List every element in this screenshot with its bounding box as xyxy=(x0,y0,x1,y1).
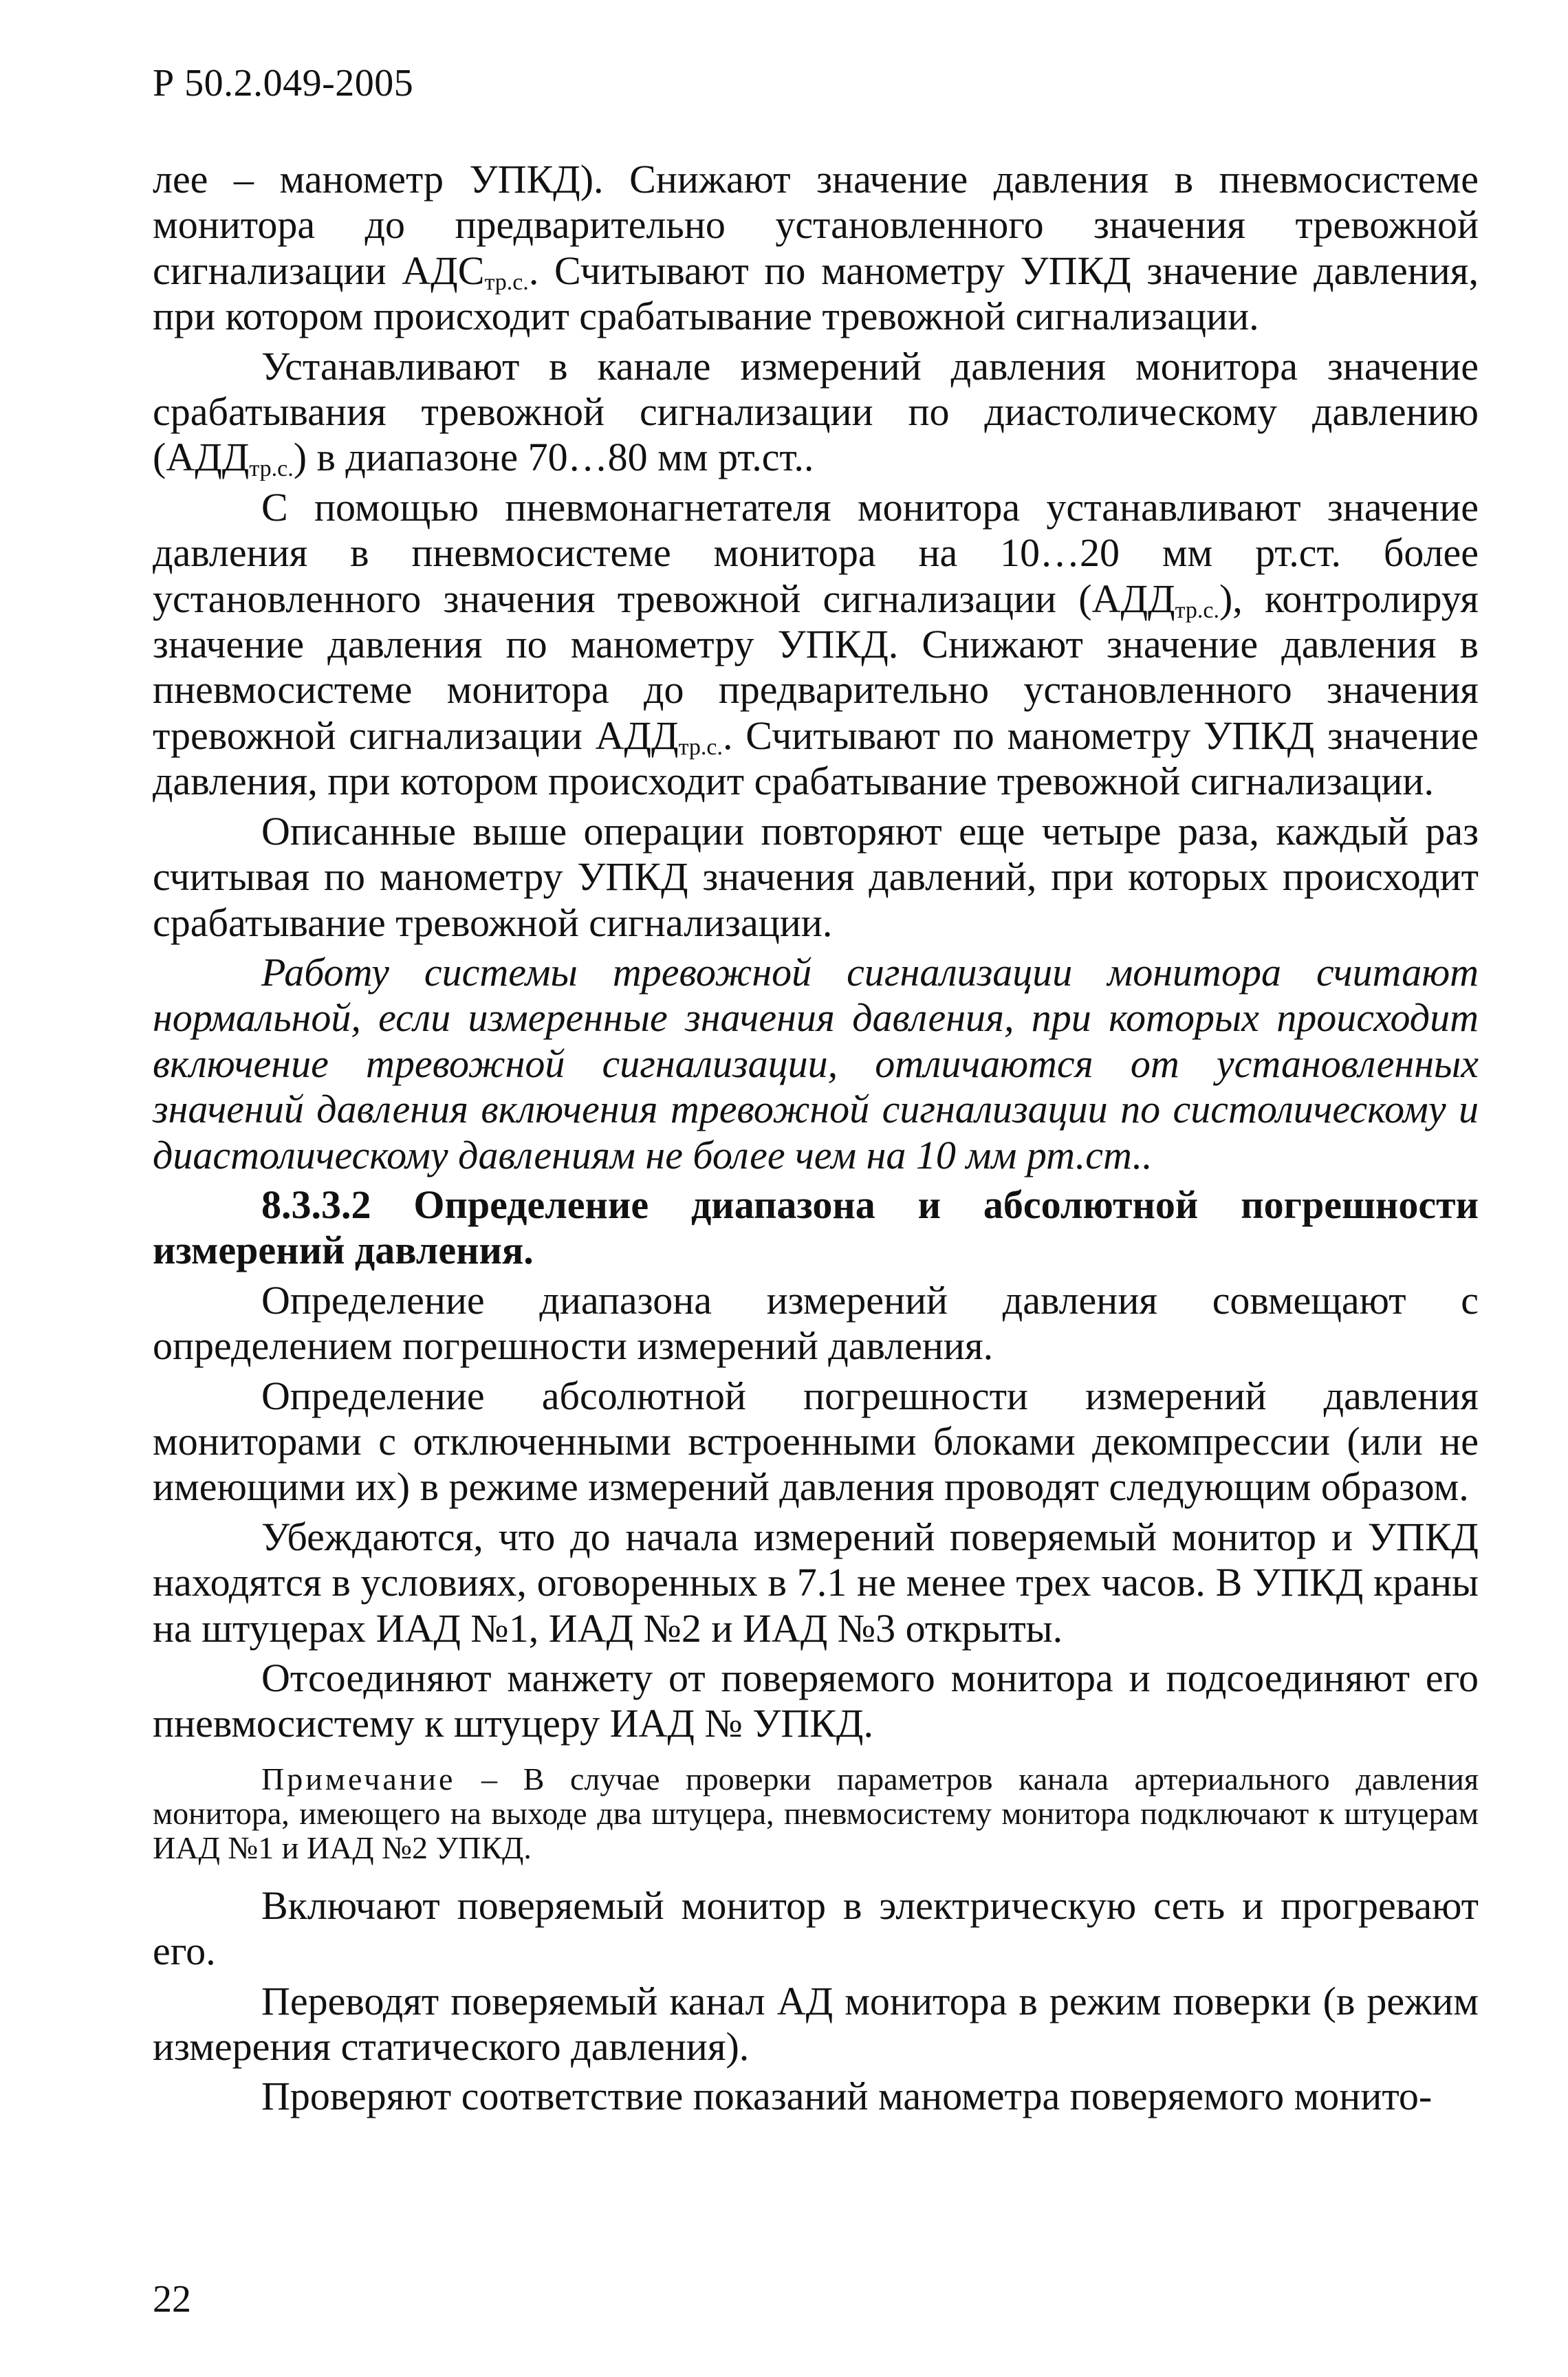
paragraph: Определение диапазона измерений давления совмещают с определением погрешности измерений давления. xyxy=(153,1277,1479,1369)
paragraph xyxy=(153,485,1479,805)
note-text: – В случае проверки параметров канала артериального давления монитора, имеющего на выходе два штуцера, пневмосистему монитора подключают к штуцерам ИАД №1 и ИАД №2 УПКД. xyxy=(153,1761,1479,1865)
paragraph-text: . Считывают по манометру УПКД значение давления, при котором происходит срабатывание тревожной сигнализации. xyxy=(153,248,1479,339)
section-heading: 8.3.3.2 Определение диапазона и абсолютной погрешности измерений давления. xyxy=(153,1182,1479,1273)
paragraph: Отсоединяют манжету от поверяемого монитора и подсоединяют его пневмосистему к штуцеру ИАД № УПКД. xyxy=(153,1656,1479,1746)
paragraph: Включают поверяемый монитор в электрическую сеть и прогревают его. xyxy=(153,1882,1479,1974)
subscript: тр.с. xyxy=(678,734,723,760)
paragraph-text: С помощью пневмонагнетателя монитора устанавливают значение давления в пневмосистеме монитора на 10…20 мм рт.ст. более установленного значения тревожной сигнализации (АДД xyxy=(153,484,1479,621)
subscript: тр.с. xyxy=(1175,597,1219,623)
subscript: тр.с. xyxy=(249,456,294,482)
paragraph-text: лее – манометр УПКД). Снижают значение давления в пневмосистеме монитора до предварительно установленного значения тревожной сигнализации АДС xyxy=(153,157,1479,293)
paragraph-text: ) в диапазоне 70…80 мм рт.ст.. xyxy=(293,435,814,480)
page-number: 22 xyxy=(153,2278,191,2321)
paragraph: Проверяют соответствие показаний манометра поверяемого монито- xyxy=(261,2074,1433,2119)
note xyxy=(153,1762,1479,1865)
paragraph: Описанные выше операции повторяют еще четыре раза, каждый раз считывая по манометру УПКД значения давлений, при которых происходит срабатывание тревожной сигнализации. xyxy=(153,808,1479,945)
subscript: тр.с. xyxy=(484,269,529,295)
paragraph-continuation xyxy=(153,157,1479,340)
paragraph-text: ), контролируя значение давления по манометру УПКД. Снижают значение давления в пневмосистеме монитора до предварительно установленного значения тревожной сигнализации АДД xyxy=(153,576,1479,758)
document-body xyxy=(153,157,1479,2120)
paragraph: Определение абсолютной погрешности измерений давления мониторами с отключенными встроенными блоками декомпрессии (или не имеющими их) в режиме измерений давления проводят следующим образом. xyxy=(153,1373,1479,1510)
document-code-header: Р 50.2.049-2005 xyxy=(153,62,414,105)
paragraph: Переводят поверяемый канал АД монитора в режим поверки (в режим измерения статического давления). xyxy=(153,1978,1479,2070)
note-label: Примечание xyxy=(261,1761,456,1797)
italic-conclusion-paragraph: Работу системы тревожной сигнализации монитора считают нормальной, если измеренные значения давления, при которых происходит включение тревожной сигнализации, отличаются от установленных значений давления включения тревожной сигнализации по систолическому и диастолическому давлениям не более чем на 10 мм рт.ст.. xyxy=(153,949,1479,1177)
paragraph-text: Устанавливают в канале измерений давления монитора значение срабатывания тревожной сигнализации по диастолическому давлению (АДД xyxy=(153,343,1479,480)
paragraph: Убеждаются, что до начала измерений поверяемый монитор и УПКД находятся в условиях, оговоренных в 7.1 не менее трех часов. В УПКД краны на штуцерах ИАД №1, ИАД №2 и ИАД №3 открыты. xyxy=(153,1514,1479,1651)
paragraph-text: . Считывают по манометру УПКД значение давления, при котором происходит срабатывание тревожной сигнализации. xyxy=(153,713,1479,804)
paragraph xyxy=(153,344,1479,481)
